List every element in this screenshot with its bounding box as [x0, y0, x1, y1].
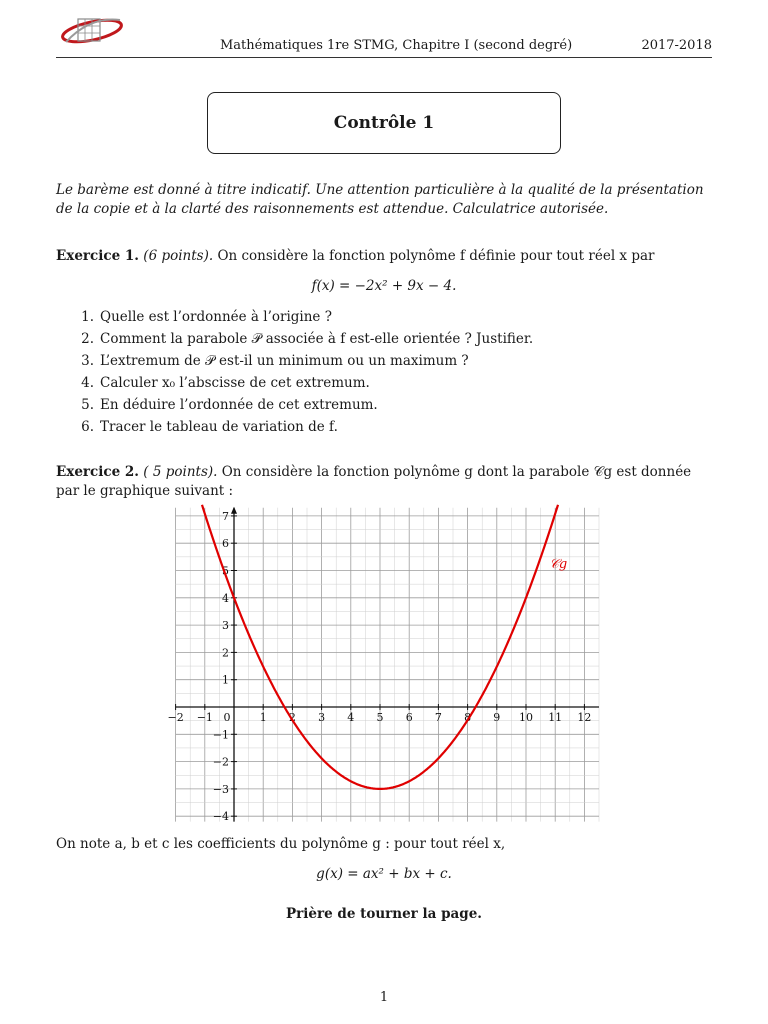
x-tick-label: 1: [259, 711, 267, 724]
x-tick-label: 5: [376, 711, 384, 724]
x-tick-label: −2: [167, 711, 184, 724]
exercise2-note: On note a, b et c les coefficients du polynôme g : pour tout réel x,: [56, 836, 506, 852]
exercise2-points: ( 5 points).: [143, 464, 218, 480]
chart-curves: [202, 505, 567, 789]
exercise2-formula: g(x) = ax² + bx + c.: [316, 866, 452, 882]
x-tick-label: 0: [223, 711, 231, 724]
x-tick-label: 9: [493, 711, 501, 724]
curve-label: 𝒞g: [549, 556, 568, 572]
exercise1-heading: Exercice 1.: [56, 248, 139, 264]
y-tick-label: 4: [222, 591, 229, 605]
list-item: 3. L’extremum de 𝒫 est-il un minimum ou un maximum ?: [81, 353, 469, 369]
x-tick-label: 12: [577, 711, 592, 724]
y-tick-label: −3: [212, 782, 229, 796]
y-tick-label: 5: [222, 564, 229, 578]
y-axis-arrow: [231, 507, 237, 514]
y-tick-label: −2: [212, 755, 229, 769]
x-tick-label: 3: [318, 711, 326, 724]
list-item: 2. Comment la parabole 𝒫 associée à f est-elle orientée ? Justifier.: [81, 331, 534, 347]
header-right: 2017-2018: [641, 38, 712, 53]
y-tick-label: −1: [212, 728, 229, 742]
page-title: Contrôle 1: [333, 113, 435, 133]
exercise2-heading: Exercice 2.: [56, 464, 139, 480]
x-tick-label: 11: [548, 711, 563, 724]
list-item: 5. En déduire l’ordonnée de cet extremum.: [81, 397, 378, 413]
x-tick-label: 6: [405, 711, 413, 724]
x-tick-label: 7: [434, 711, 442, 724]
page-number: 1: [379, 990, 389, 1005]
turn-page-note: Prière de tourner la page.: [286, 906, 482, 922]
header-left: Mathématiques 1re STMG, Chapitre I (second degré): [220, 38, 573, 53]
y-tick-label: −4: [212, 810, 229, 824]
x-tick-label: 8: [464, 711, 472, 724]
exercise1-formula: f(x) = −2x² + 9x − 4.: [311, 278, 457, 294]
y-tick-label: 3: [222, 619, 229, 633]
list-item: 6. Tracer le tableau de variation de f.: [81, 419, 338, 435]
x-tick-label: 10: [519, 711, 533, 724]
chart-grid: [176, 508, 599, 822]
exercise2-text: On considère la fonction polynôme g dont la parabole 𝒞g est donnée par le graphique suivant :: [56, 464, 692, 499]
intro-text: Le barème est donné à titre indicatif. Une attention particulière à la qualité de la présentation de la copie et à la clarté des raisonnements est attendue. Calculatrice autorisée.: [56, 182, 704, 217]
y-tick-label: 2: [222, 646, 229, 660]
x-tick-label: −1: [196, 711, 213, 724]
exercise1-points: (6 points).: [143, 248, 214, 264]
exercise1-text: On considère la fonction polynôme f définie pour tout réel x par: [217, 248, 655, 264]
chart-axes: [176, 507, 599, 822]
y-tick-label: 6: [222, 537, 229, 551]
x-tick-label: 2: [288, 711, 296, 724]
y-tick-label: 1: [222, 673, 229, 687]
list-item: 1. Quelle est l’ordonnée à l’origine ?: [81, 309, 332, 325]
list-item: 4. Calculer x₀ l’abscisse de cet extremum.: [81, 375, 370, 391]
y-tick-label: 7: [222, 509, 229, 523]
x-tick-label: 4: [347, 711, 355, 724]
